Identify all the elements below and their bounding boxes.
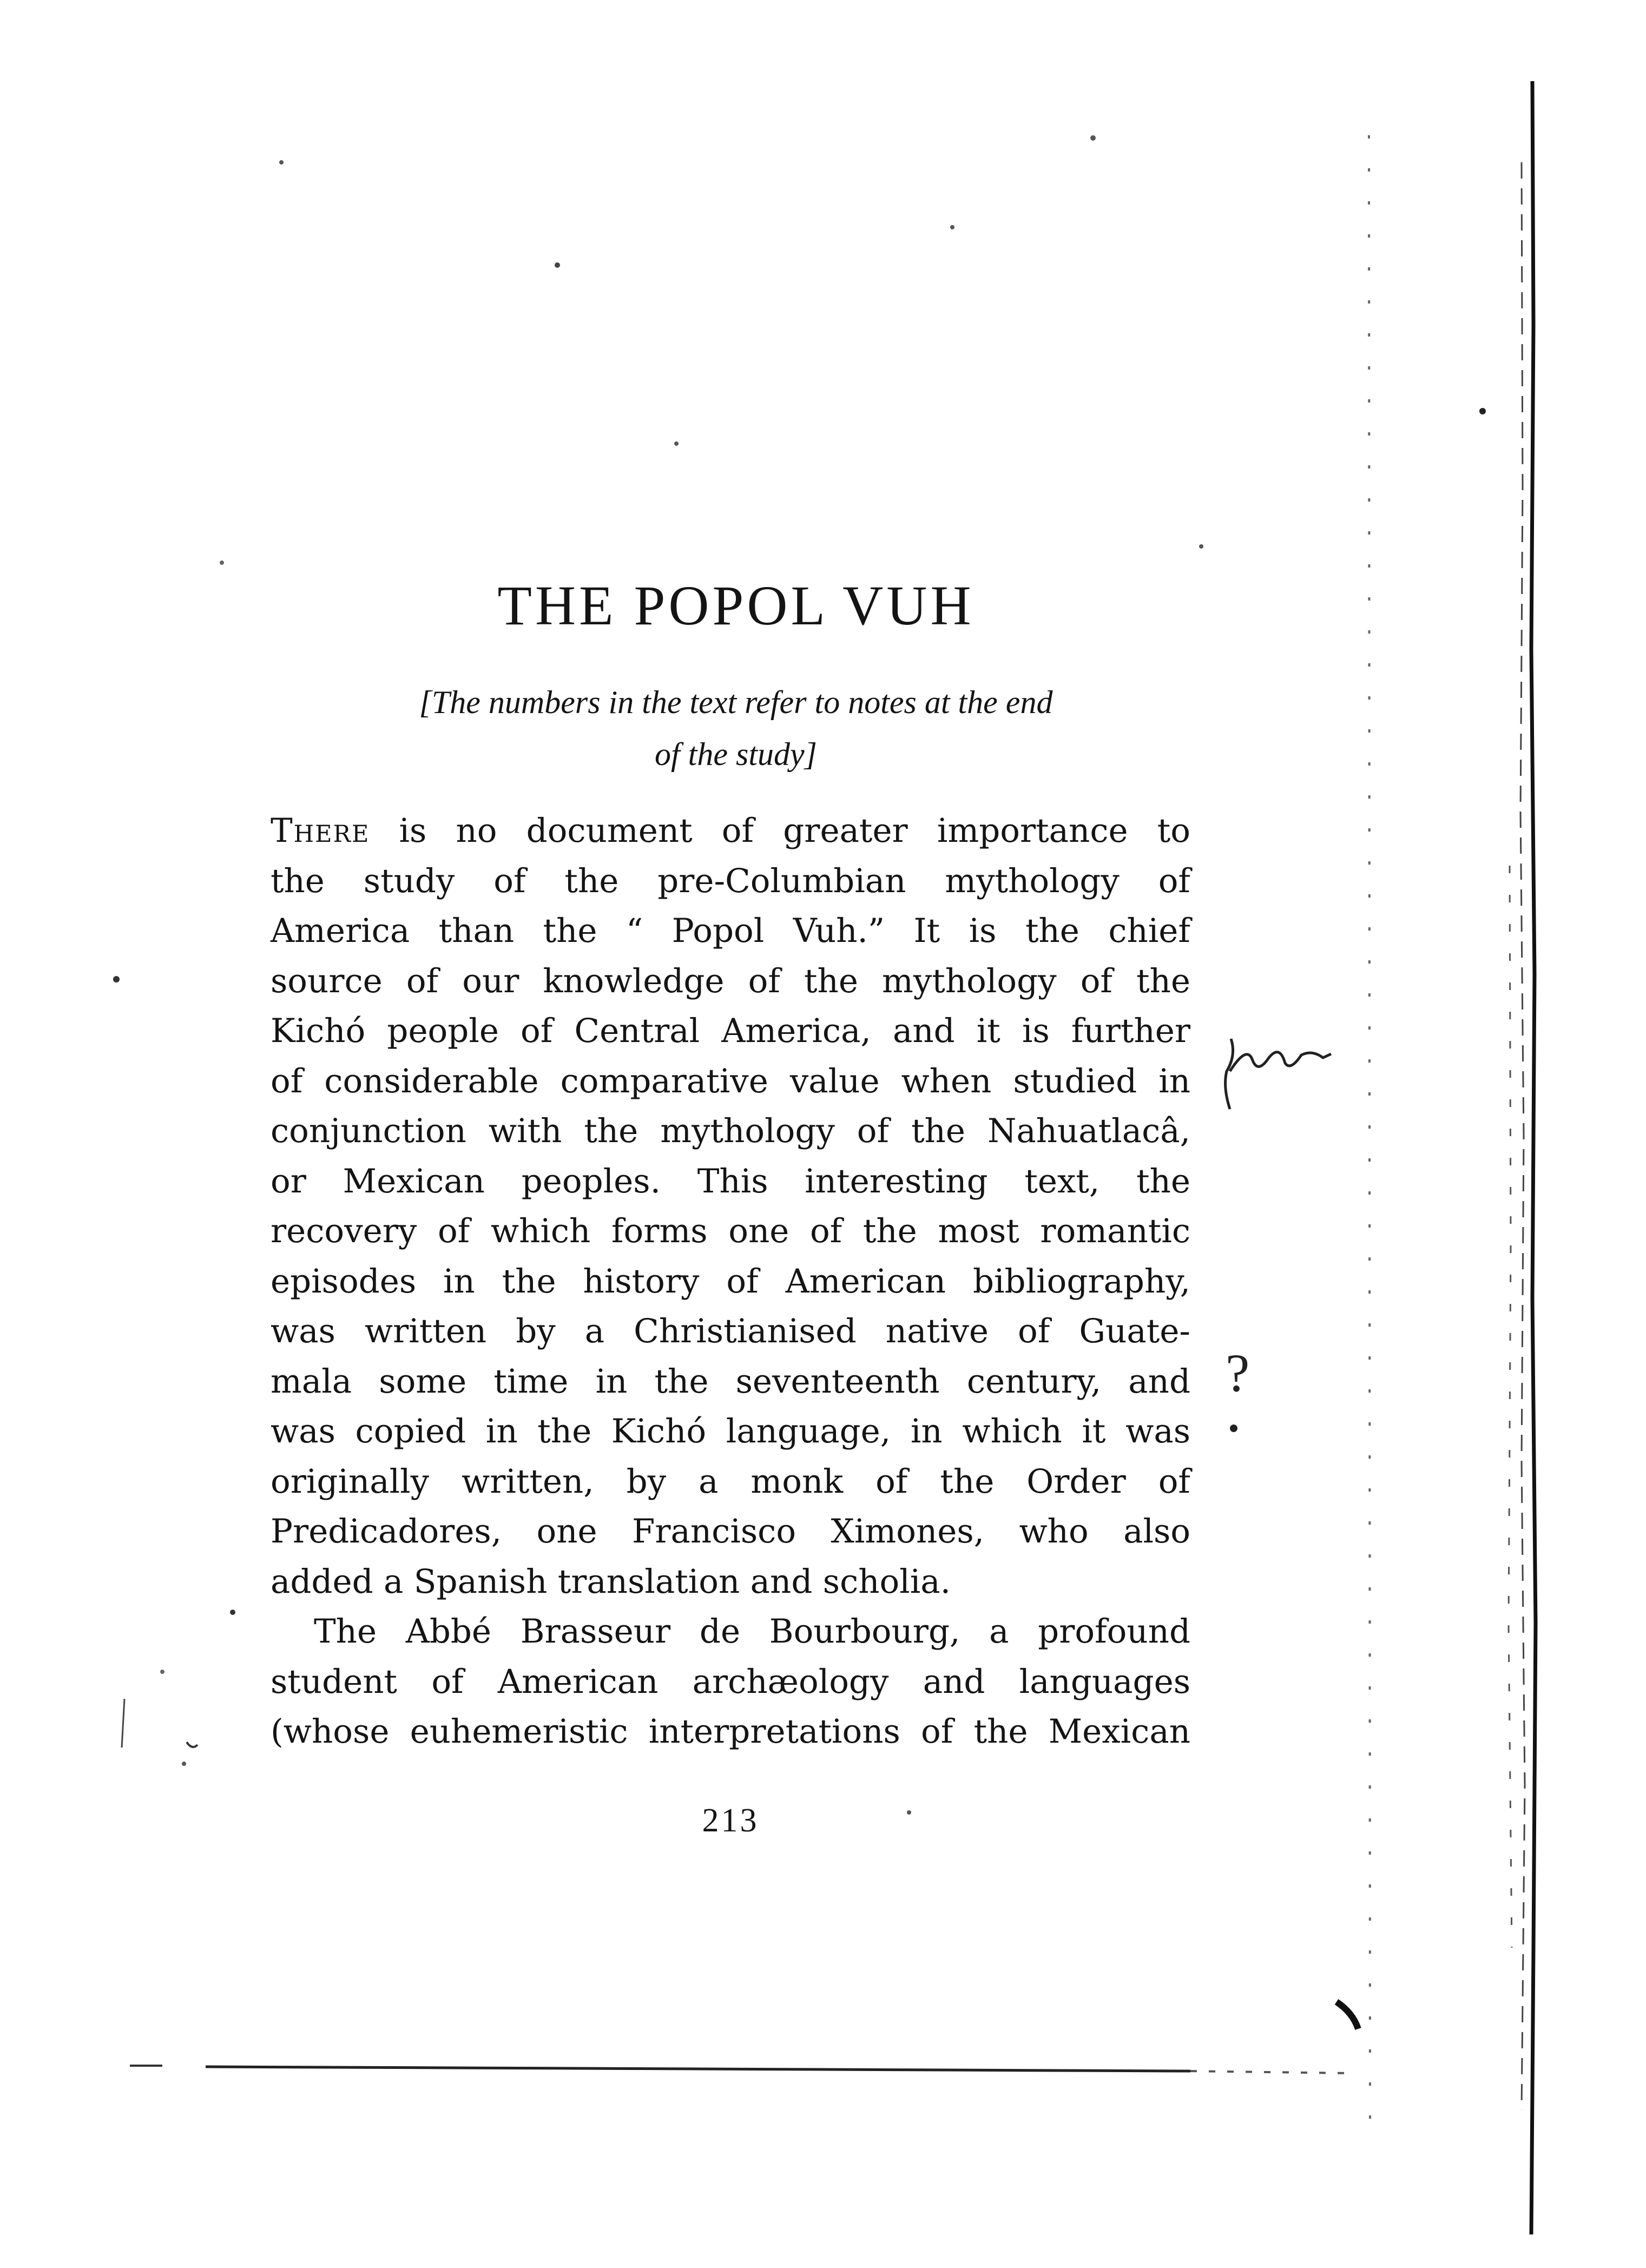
handwritten-scribble-icon <box>1215 1033 1339 1115</box>
text-line: source of our knowledge of the mythology of the <box>271 961 1190 1000</box>
paragraph-1 <box>271 806 1190 1607</box>
body-text <box>271 806 1190 1757</box>
text-line: episodes in the history of American bibliography, <box>271 1262 1190 1301</box>
paragraph-2 <box>271 1607 1190 1757</box>
note-line-2: of the study] <box>655 736 817 772</box>
text-line: (whose euhemeristic interpretations of the Mexican <box>271 1712 1190 1751</box>
text-line: originally written, by a monk of the Order of <box>271 1462 1190 1501</box>
page-number: 213 <box>702 1802 759 1839</box>
text-line: The Abbé Brasseur de Bourbourg, a profound <box>314 1612 1190 1651</box>
text-line: the study of the pre-Columbian mythology of <box>271 861 1190 900</box>
text-line: of considerable comparative value when studied in <box>271 1062 1190 1100</box>
text-line: recovery of which forms one of the most romantic <box>271 1212 1190 1250</box>
text-line: mala some time in the seventeenth century, and <box>271 1362 1190 1401</box>
text-line: Predicadores, one Francisco Ximones, who also <box>271 1512 1190 1551</box>
text-line: or Mexican peoples. This interesting text, the <box>271 1162 1190 1201</box>
text-line: Kichó people of Central America, and it is further <box>271 1012 1190 1050</box>
text-line: conjunction with the mythology of the Nahuatlacâ, <box>271 1112 1190 1150</box>
note-line-1: [The numbers in the text refer to notes at the end <box>419 684 1053 720</box>
text-line: added a Spanish translation and scholia. <box>271 1562 951 1601</box>
drop-word: There <box>271 812 370 850</box>
editorial-note <box>346 676 1125 780</box>
page-title: THE POPOL VUH <box>497 575 975 637</box>
text-line: was copied in the Kichó language, in which it was <box>271 1412 1190 1451</box>
margin-question-mark: ? <box>1226 1343 1250 1403</box>
text-line: student of American archæology and languages <box>271 1662 1190 1701</box>
text-line: was written by a Christianised native of Guate- <box>271 1312 1190 1350</box>
text-line: There is no document of greater importance to <box>271 812 1190 850</box>
text-line: America than the “ Popol Vuh.” It is the chief <box>271 912 1190 950</box>
